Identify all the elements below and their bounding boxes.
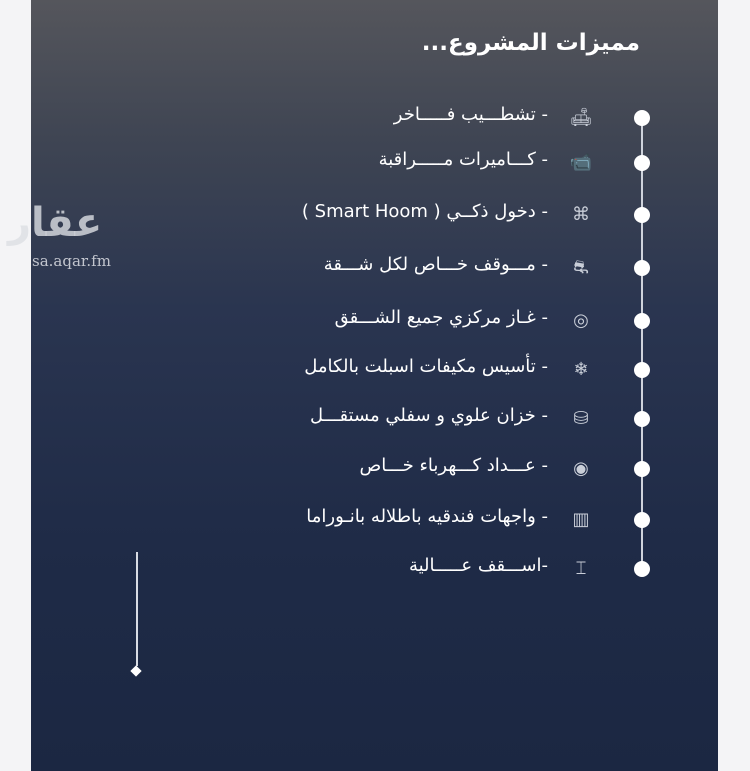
timeline-dot [634,207,650,223]
aqar-watermark-logo: عقار [8,200,103,246]
feature-label: - كـــاميرات مـــــراقبة [378,149,548,170]
timeline-dot [634,362,650,378]
air-conditioner-icon: ❄ [573,359,589,380]
feature-label: -اســـقف عـــــالية [408,555,548,576]
feature-label: - تشطـــيب فـــــاخر [393,104,548,125]
feature-label: - مـــوقف خـــاص لكل شـــقة [323,254,548,275]
timeline-dot [634,461,650,477]
poster-title: مميزات المشروع... [421,30,640,56]
electric-meter-icon: ◉ [573,458,589,479]
ceiling-height-icon: ⌶ [575,558,587,579]
furniture-icon: 🛋 [569,107,593,128]
gas-icon: ◎ [573,310,589,331]
decorative-line [136,552,138,666]
feature-label: - تأسيس مكيفات اسبلت بالكامل [304,356,548,377]
timeline-dot [634,155,650,171]
feature-label: - خزان علوي و سفلي مستقـــل [310,405,548,426]
building-facade-icon: ▥ [572,509,590,530]
feature-item [0,147,750,177]
feature-item [0,252,750,282]
feature-item [0,504,750,534]
feature-label: - غـاز مركزي جميع الشـــقق [334,307,548,328]
feature-item [0,403,750,433]
feature-item [0,453,750,483]
timeline-line [641,117,643,568]
feature-item [0,354,750,384]
timeline-dot [634,512,650,528]
water-tank-icon: ⛁ [573,408,589,429]
feature-item [0,102,750,132]
timeline-dot [634,411,650,427]
smart-home-icon: ⌘ [572,204,590,225]
timeline-dot [634,561,650,577]
timeline-dot [634,260,650,276]
aqar-watermark-url: sa.aqar.fm [32,252,111,270]
feature-label: - عـــداد كـــهرباء خـــاص [359,455,548,476]
security-camera-icon: 📹 [569,152,593,173]
feature-item [0,305,750,335]
timeline-dot [634,313,650,329]
timeline-dot [634,110,650,126]
parking-icon: ⛐ [573,257,589,278]
feature-label: - دخول ذكــي ( Smart Hoom ) [301,201,548,222]
feature-label: - واجهات فندقيه باطلاله بانـوراما [306,506,548,527]
feature-item [0,553,750,583]
feature-item [0,199,750,229]
